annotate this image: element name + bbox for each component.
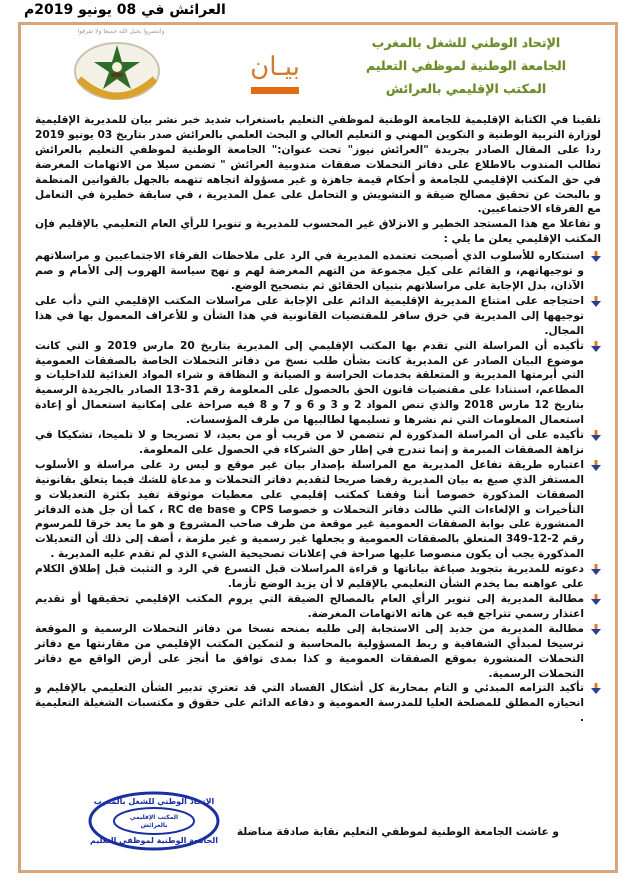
statement-point — [35, 428, 601, 458]
point-text: تأكيده على أن المراسلة المذكورة لم تتضمن لا من قريب أو من بعيد، لا تصريحا و لا تلميحا، تشكيكا في نزاهة الصفقات المبرمة و إنما تندرج في إطار حق الشركاء في الحصول على المعلومة. — [35, 429, 584, 456]
statement-point — [35, 681, 601, 726]
statement-footer — [21, 790, 615, 860]
point-text: مطالبة المديرية من جديد إلى الاستجابة إلى طلبه بمنحه نسخا من دفاتر التحملات الرسمية و الموقعة ترسيخا لمبدأي الشفافية و ربط المسؤولية بالمحاسبة و لتمكين المكتب الإقليمي من مقارنتها مع دفاتر التحملات المنشورة بموقع الصفقات العمومية و كذا بمدى توافق ما أنجز على أرض الواقع مع دفاتر التحملات الرسمية. — [35, 622, 584, 680]
down-arrow-bullet-icon — [591, 296, 601, 307]
closing-slogan: و عاشت الجامعة الوطنية لموظفي التعليم نقابة صادقة مناضلة — [236, 826, 559, 838]
lead-paragraph: و تفاعلا مع هذا المستجد الخطير و الانزلاق غير المحسوب للمديرية و تنويرا للرأي العام التعليمي بالإقليم فإن المكتب الإقليمي يعلن ما يلي : — [35, 218, 601, 246]
union-stamp-icon — [87, 790, 221, 852]
point-text: احتجاجه على امتناع المديرية الإقليمية الدائم على الإجابة على مراسلات المكتب الإقليمي التي دأب على توجيهها إلى المديرية في خرق سافر للمقتضيات القانونية في هذا الشأن و للأعراف المعمول بها في هذا المجال. — [35, 294, 584, 337]
statement-points — [35, 249, 601, 726]
point-text: اعتباره طريقة تفاعل المديرية مع المراسلة بإصدار بيان غير موقع و ليس رد على مراسلة و الأسلوب المستفز الذي صيغ به بيان المديرية رفضا صريحا لتقديم دفاتر التحملات و مدعاة للشك فيما يتعلق بقانونية الصفقات المذكورة خصوصا أننا وقفنا كمكتب إقليمي على معطيات موثوقة تفيد بكثرة التعديلات و التأخيرات و الإلغاءات التي طالت دفاتر التحملات و خصوصا CPS و RC de base ، كما أن جل هذه الدفاتر المنشورة على بوابة الصفقات العمومية غير موقعة من طرف صاحب المشروع و هو ما يعد خرقا للمرسوم رقم 2-12-349 المتعلق بالصفقات العمومية و يجعلها غير رسمية و غير ملزمة ، أضف إلى ذلك أن التعديلات المذكورة يجب أن يكون منصوصا عليها صراحة في إعلانات تصحيحية الشيء الذي لم تقدم عليه المديرية . — [35, 458, 584, 561]
down-arrow-bullet-icon — [591, 564, 601, 575]
down-arrow-bullet-icon — [591, 683, 601, 694]
org-line-federation: الجامعة الوطنية لموظفي التعليم — [366, 58, 566, 73]
down-arrow-bullet-icon — [591, 594, 601, 605]
stamp-office-text: المكتب الإقليمي — [129, 814, 179, 821]
title-block — [245, 51, 305, 94]
statement-point — [35, 249, 601, 294]
statement-point — [35, 458, 601, 562]
letterhead — [21, 25, 615, 117]
intro-paragraph: تلقينا في الكتابة الإقليمية للجامعة الوطنية لموظفي التعليم باستغراب شديد خبر نشر بيان للمديرية الإقليمية لوزارة التربية الوطنية و التكوين المهني و التعليم العالي و البحث العلمي بالعرائش صدر بتاريخ 03 يونيو 2019 ردا على المقال الصادر بجريدة "العرائش نيوز" تحت عنوان:" الجامعة الوطنية لموظفي التعليم بالعرائش تطالب المندوب بالاطلاع على دفاتر التحملات صفقات مندوبية العرائش " تضمن سيلا من الاتهامات المغرضة في حق المكتب الإقليمي للجامعة و أحكام قيمة جاهزة و غير مسؤولة اتجاهه تتهمه بالجهل بالقوانين المنظمة و بالبحث عن تحقيق مصالح ضيقة و التشويش و التحامل على عمل المديرية ، في سابقة خطيرة في التعامل مع الفرقاء الاجتماعيين. — [35, 114, 601, 216]
union-emblem-icon — [67, 29, 167, 103]
down-arrow-bullet-icon — [591, 341, 601, 352]
document-date: العرائش في 08 يونيو 2019م — [24, 2, 226, 18]
stamp-city-text: بالعرائش — [140, 822, 168, 829]
stamp-bottom-text: الجامعة الوطنية لموظفي التعليم — [90, 836, 218, 845]
stamp-top-text: الإتحاد الوطني للشغل بالمغرب — [93, 797, 215, 806]
down-arrow-bullet-icon — [591, 251, 601, 262]
statement-point — [35, 592, 601, 622]
statement-point — [35, 339, 601, 428]
point-text: تأكيده أن المراسلة التي تقدم بها المكتب الإقليمي إلى المديرية بتاريخ 20 مارس 2019 و التي كانت موضوع البيان الصادر عن المديرية كانت بشأن طلب نسخ من دفاتر التحملات الخاصة بالصفقات العمومية التي أبرمتها المديرية و المتعلقة بخدمات الحراسة و الصيانة و النظافة و شراء المواد الغذائية للداخليات و المطاعم، استنادا على مقتضيات قانون الحق بالحصول على المعلومة رقم 31-13 الصادر بالجريدة الرسمية بتاريخ 12 مارس 2018 والذي تنص المواد 2 و 3 و 6 و 7 و 8 فيه صراحة على إمكانية استعمال أو إعادة استعمال المعلومات التي تم نشرها و تسليمها لطالبيها من طرف المؤسسات. — [35, 339, 584, 427]
point-text: مطالبة المديرية إلى تنوير الرأي العام بالمصالح الضيقة التي يروم المكتب الإقليمي تحقيقها أو تقديم اعتذار رسمي تتراجع فيه عن هاته الاتهامات المغرضة. — [35, 593, 584, 620]
organization-name — [351, 31, 581, 100]
org-line-office: المكتب الإقليمي بالعرائش — [385, 81, 547, 96]
down-arrow-bullet-icon — [591, 624, 601, 635]
down-arrow-bullet-icon — [591, 460, 601, 471]
statement-point — [35, 622, 601, 682]
point-text: تأكيد التزامه المبدئي و التام بمحاربة كل أشكال الفساد التي قد تعتري تدبير الشأن التعليمي بالإقليم و انحيازه المطلق للمصلحة العليا للمدرسة العمومية و دفاعه الدائم على حقوق و مكتسبات الشغيلة التعليمية . — [35, 682, 584, 725]
org-line-union: الإتحاد الوطني للشغل بالمغرب — [371, 35, 561, 50]
title-underline — [251, 87, 299, 94]
point-text: استنكاره للأسلوب الذي أصبحت تعتمده المديرية في الرد على ملاحظات الفرقاء الاجتماعيين و مراسلاتهم و توجيهاتهم، و القائم على كيل مجموعة من التهم المغرضة لهم و نهج سياسة الهروب إلى الأمام و صم الآذان، بدل الإجابة على مراسلاتهم بتبيان الحقائق ثم بتصحيح الوضع. — [35, 250, 584, 292]
statement-point — [35, 294, 601, 339]
statement-body — [35, 113, 601, 726]
down-arrow-bullet-icon — [591, 430, 601, 441]
point-text: دعوته للمديرية بتجويد صياغة بياناتها و قراءة المراسلات قبل التسرع في الرد و التثبت قبل إطلاق الكلام على عواهنه بما يخدم الشأن التعليمي بالإقليم لا أن يزيد الوضع تأزما. — [35, 563, 584, 591]
statement-frame — [18, 22, 618, 873]
logo-caption: وانتصروا بحبل الله جميعا ولا تفرقوا — [77, 28, 165, 35]
statement-point — [35, 562, 601, 592]
statement-title: بيـان — [250, 52, 300, 82]
